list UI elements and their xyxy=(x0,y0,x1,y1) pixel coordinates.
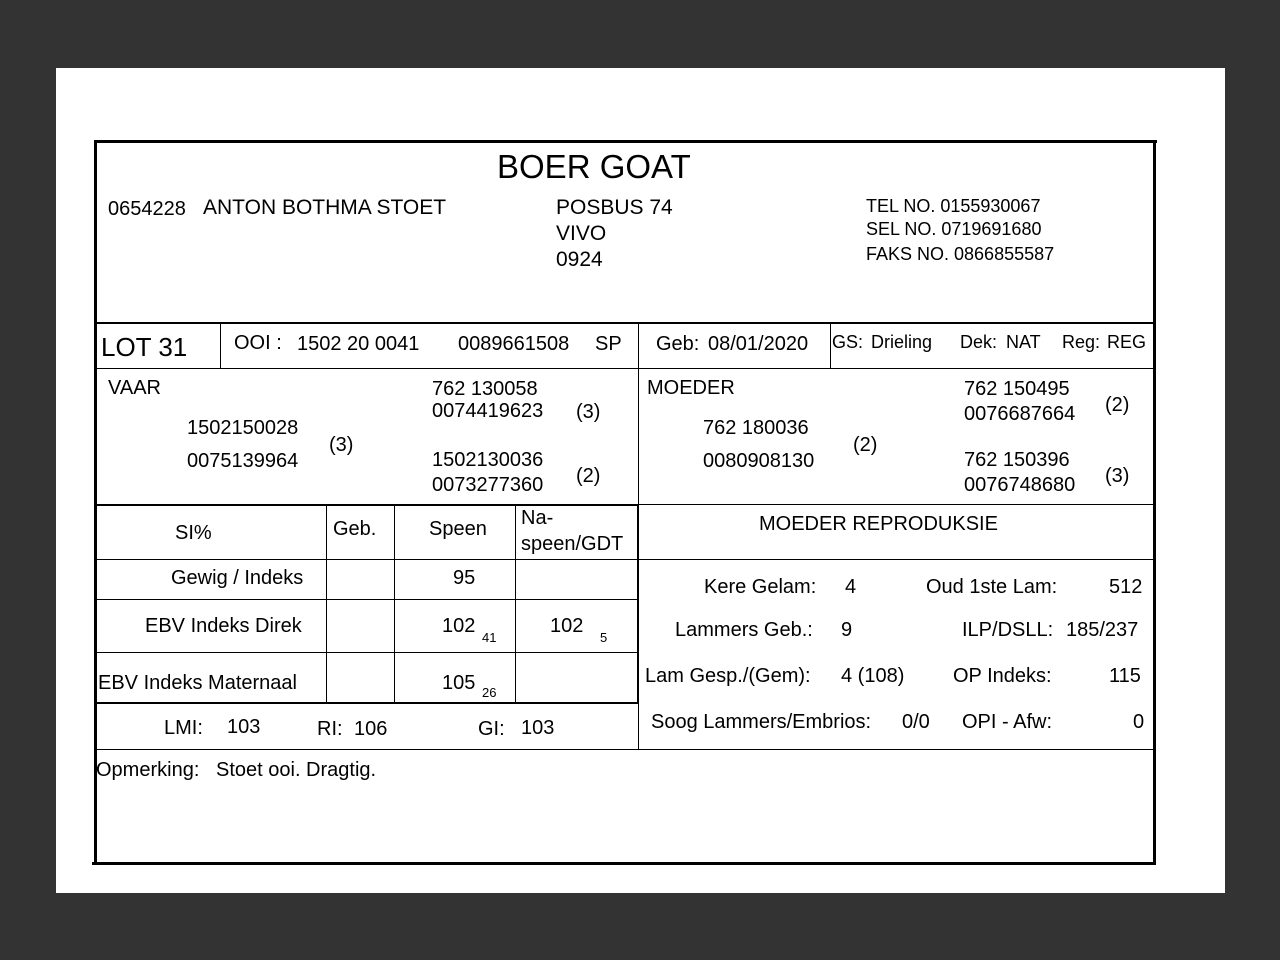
rule-lot xyxy=(94,368,1155,369)
row-label-ebv-direk: EBV Indeks Direk xyxy=(145,615,302,637)
lmi-value: 103 xyxy=(227,716,261,738)
breeder-code: 0654228 xyxy=(108,198,186,220)
vaar-id-1: 1502150028 xyxy=(187,417,299,439)
vaar-id-2: 0075139964 xyxy=(187,450,299,472)
ooi-suffix: SP xyxy=(595,333,622,355)
address-line-2: VIVO xyxy=(556,222,607,245)
gesp-value: 4 (108) xyxy=(841,665,905,687)
row-label-gewig: Gewig / Indeks xyxy=(171,567,304,589)
moeder-sire-count: (2) xyxy=(1105,394,1130,416)
vaar-dam-id-2: 0073277360 xyxy=(432,474,544,496)
rule-pedigree-right xyxy=(638,504,1155,505)
vaar-label: VAAR xyxy=(108,377,161,399)
gesp-label: Lam Gesp./(Gem): xyxy=(645,665,811,687)
breeder-name: ANTON BOTHMA STOET xyxy=(203,196,447,219)
moeder-sire-id-2: 0076687664 xyxy=(964,403,1076,425)
border-left xyxy=(94,140,97,865)
gi-value: 103 xyxy=(521,717,555,739)
vrule-si-2 xyxy=(394,505,395,703)
remark-label: Opmerking: xyxy=(96,759,200,781)
border-top xyxy=(94,140,1157,143)
reg-value: REG xyxy=(1107,332,1147,352)
direk-speen-sub: 41 xyxy=(482,630,497,645)
lammers-label: Lammers Geb.: xyxy=(675,619,813,641)
sel-number: SEL NO. 0719691680 xyxy=(866,219,1042,239)
op-label: OP Indeks: xyxy=(953,665,1052,687)
rule-header xyxy=(94,322,1155,324)
direk-naspeen-sub: 5 xyxy=(600,630,608,645)
moeder-dam-count: (3) xyxy=(1105,465,1130,487)
gs-label: GS: xyxy=(832,332,864,352)
geb-value: 08/01/2020 xyxy=(708,333,809,355)
ilp-value: 185/237 xyxy=(1066,619,1139,641)
ooi-id: 0089661508 xyxy=(458,333,570,355)
vrule-lot xyxy=(220,323,221,369)
direk-naspeen-value: 102 xyxy=(550,615,584,637)
vrule-geb xyxy=(830,323,831,369)
rule-indices xyxy=(96,749,1155,750)
moeder-label: MOEDER xyxy=(647,377,735,399)
geb-label: Geb: xyxy=(656,333,700,355)
vaar-dam-count: (2) xyxy=(576,465,601,487)
dek-value: NAT xyxy=(1006,332,1041,352)
gewig-speen-value: 95 xyxy=(453,567,476,589)
border-right xyxy=(1153,140,1156,865)
vrule-si-3 xyxy=(515,505,516,703)
vaar-dam-id-1: 1502130036 xyxy=(432,449,544,471)
rule-si-header xyxy=(96,559,1155,560)
opi-value: 0 xyxy=(1133,711,1145,733)
soog-label: Soog Lammers/Embrios: xyxy=(651,711,872,733)
si-header: SI% xyxy=(175,522,212,544)
oud-label: Oud 1ste Lam: xyxy=(926,576,1058,598)
moeder-dam-id-1: 762 150396 xyxy=(964,449,1070,471)
moeder-id-2: 0080908130 xyxy=(703,450,815,472)
naspeen-header-2: speen/GDT xyxy=(521,533,624,555)
lmi-label: LMI: xyxy=(164,717,203,739)
rule-row3 xyxy=(96,702,638,704)
moeder-count: (2) xyxy=(853,434,878,456)
moeder-sire-id-1: 762 150495 xyxy=(964,378,1070,400)
ilp-label: ILP/DSLL: xyxy=(962,619,1054,641)
soog-value: 0/0 xyxy=(902,711,930,733)
direk-speen-value: 102 xyxy=(442,615,476,637)
oud-value: 512 xyxy=(1109,576,1143,598)
vrule-center-thick xyxy=(637,504,639,704)
faks-number: FAKS NO. 0866855587 xyxy=(866,244,1055,264)
moeder-id-1: 762 180036 xyxy=(703,417,809,439)
op-value: 115 xyxy=(1109,665,1141,687)
maternaal-speen-sub: 26 xyxy=(482,685,497,700)
maternaal-speen-value: 105 xyxy=(442,672,476,694)
reg-label: Reg: xyxy=(1062,332,1101,352)
reproduction-title: MOEDER REPRODUKSIE xyxy=(759,513,998,535)
tel-number: TEL NO. 0155930067 xyxy=(866,196,1041,216)
ri-value: 106 xyxy=(354,718,388,740)
ooi-number: 1502 20 0041 xyxy=(297,333,420,355)
lot-number: LOT 31 xyxy=(101,332,188,362)
lammers-value: 9 xyxy=(841,619,853,641)
kere-label: Kere Gelam: xyxy=(704,576,817,598)
card-title: BOER GOAT xyxy=(497,148,691,185)
vaar-sire-count: (3) xyxy=(576,401,601,423)
ri-label: RI: xyxy=(317,718,343,740)
rule-row1 xyxy=(96,599,638,600)
address-line-1: POSBUS 74 xyxy=(556,196,673,219)
rule-row2 xyxy=(96,652,638,653)
geb-header: Geb. xyxy=(333,518,377,540)
dek-label: Dek: xyxy=(960,332,998,352)
vaar-sire-id-2: 0074419623 xyxy=(432,400,544,422)
kere-value: 4 xyxy=(845,576,857,598)
remark-text: Stoet ooi. Dragtig. xyxy=(216,759,377,781)
row-label-ebv-maternaal: EBV Indeks Maternaal xyxy=(98,672,297,694)
gi-label: GI: xyxy=(478,718,505,740)
address-line-3: 0924 xyxy=(556,248,603,271)
ooi-label: OOI : xyxy=(234,332,282,354)
rule-pedigree-left xyxy=(96,504,638,506)
border-bottom xyxy=(92,862,1156,865)
moeder-dam-id-2: 0076748680 xyxy=(964,474,1076,496)
vrule-si-1 xyxy=(326,505,327,703)
vaar-sire-id-1: 762 130058 xyxy=(432,378,538,400)
vaar-count: (3) xyxy=(329,434,354,456)
speen-header: Speen xyxy=(429,518,487,540)
naspeen-header-1: Na- xyxy=(521,507,554,529)
opi-label: OPI - Afw: xyxy=(962,711,1053,733)
gs-value: Drieling xyxy=(871,332,933,352)
